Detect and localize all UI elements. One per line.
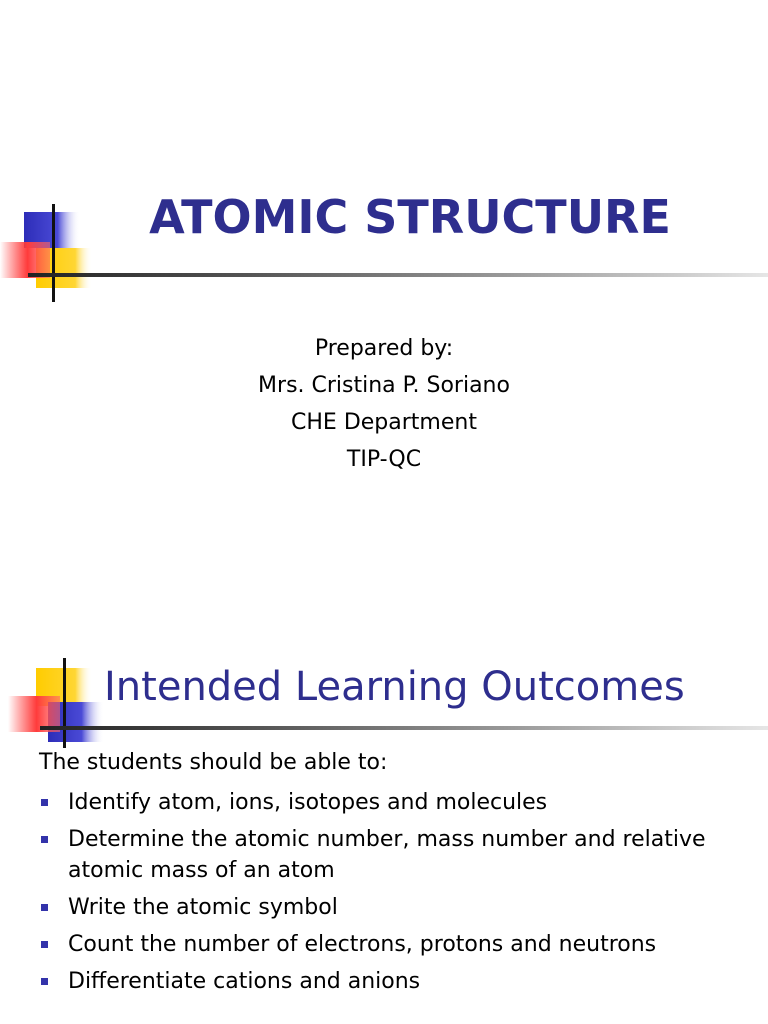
department: CHE Department bbox=[291, 410, 477, 435]
title-underline bbox=[40, 726, 768, 730]
intro-text: The students should be able to: bbox=[39, 750, 388, 775]
outcomes-slide bbox=[0, 512, 768, 1024]
list-item bbox=[39, 892, 739, 923]
list-item bbox=[39, 787, 739, 818]
list-item bbox=[39, 824, 739, 886]
list-item-text: Determine the atomic number, mass number and relative atomic mass of an atom bbox=[68, 827, 706, 883]
author-block bbox=[0, 330, 768, 478]
title-underline bbox=[28, 273, 768, 277]
bullet-icon bbox=[41, 978, 48, 985]
list-item bbox=[39, 929, 739, 960]
list-item-text: Count the number of electrons, protons and neutrons bbox=[68, 932, 657, 957]
prepared-label: Prepared by: bbox=[314, 336, 454, 361]
institution: TIP-QC bbox=[346, 447, 422, 472]
bullet-icon bbox=[41, 941, 48, 948]
section-title: Intended Learning Outcomes bbox=[104, 664, 685, 710]
list-item-text: Differentiate cations and anions bbox=[68, 969, 421, 994]
bullet-icon bbox=[41, 836, 48, 843]
author-name: Mrs. Cristina P. Soriano bbox=[258, 373, 510, 398]
list-item bbox=[39, 966, 739, 997]
corner-decoration bbox=[0, 656, 110, 756]
list-item-text: Write the atomic symbol bbox=[68, 895, 338, 920]
list-item-text: Identify atom, ions, isotopes and molecules bbox=[68, 790, 548, 815]
bullet-icon bbox=[41, 799, 48, 806]
page-title: ATOMIC STRUCTURE bbox=[149, 190, 671, 244]
bullet-icon bbox=[41, 904, 48, 911]
vertical-line bbox=[63, 658, 66, 748]
outcomes-list bbox=[39, 787, 739, 1003]
